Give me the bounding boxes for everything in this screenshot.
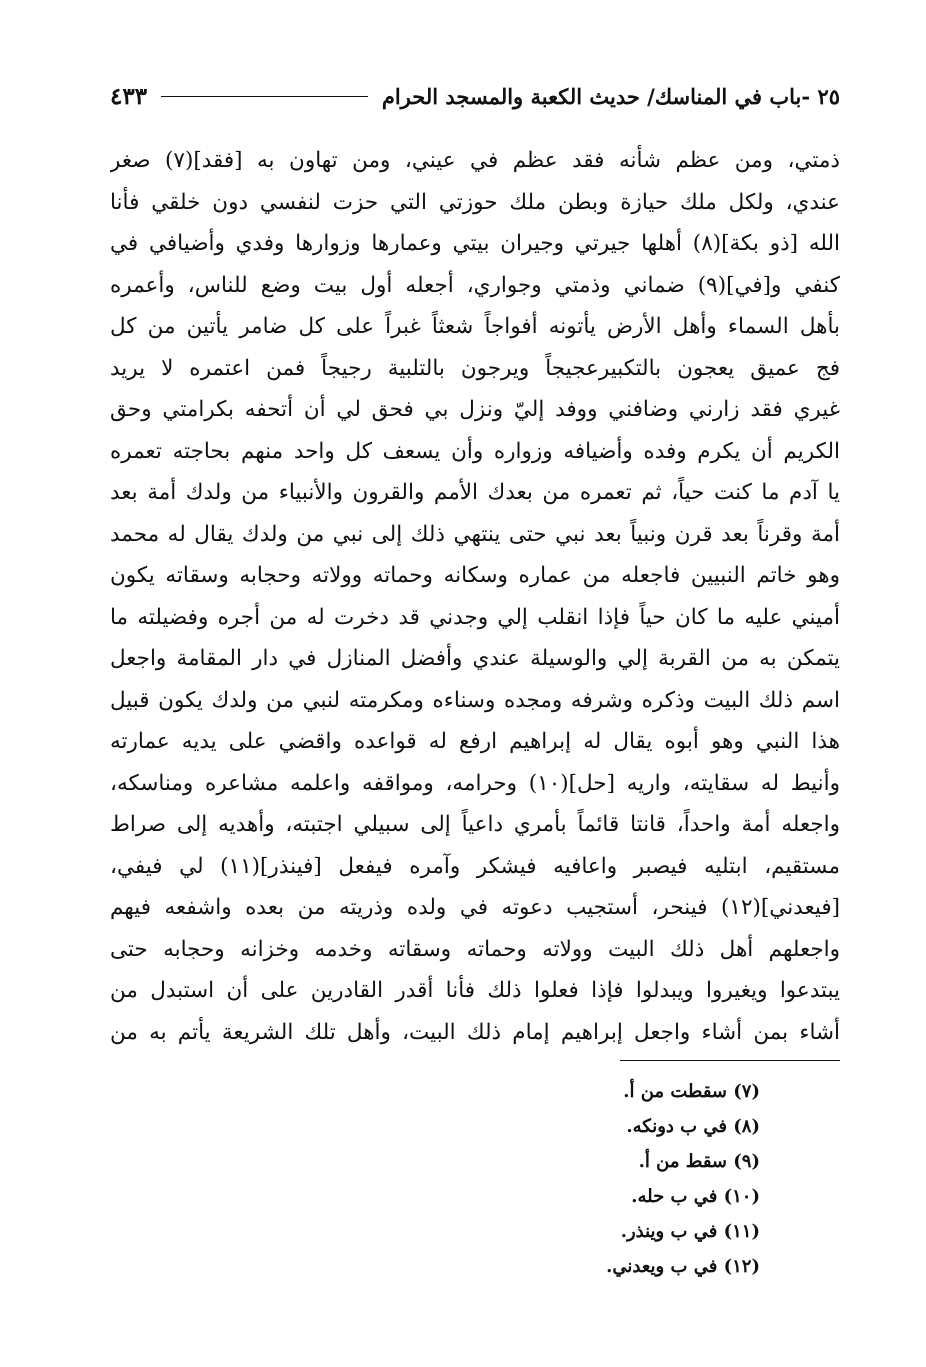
- text-line: واجعله أمة واحداً، قانتا قائماً بأمري داعياً إلى سبيلي اجتبته، وأهديه إلى صراط: [110, 812, 840, 837]
- text-line: أميني عليه ما كان حياً فإذا انقلب إلي وجدني قد دخرت له من أجره وفضيلته ما: [110, 604, 840, 630]
- text-line: يبتدعوا ويغيروا ويبدلوا فإذا فعلوا ذلك فأنا أقدر القادرين على أن استبدل من: [110, 978, 840, 1003]
- footnote: (١٠) في ب حله.: [631, 1186, 760, 1207]
- running-header: [110, 76, 840, 116]
- body-text: [110, 140, 840, 1053]
- footnotes: [500, 1074, 760, 1284]
- text-line: الله [ذو بكة](٨) أهلها جيرتي وجيران بيتي وعمارها وزوارها وفدي وأضيافي في: [110, 231, 840, 256]
- text-line: واجعلهم أهل ذلك البيت وولاته وحماته وسقاته وخدمه وخزانه وحجابه حتى: [110, 936, 840, 962]
- header-rule: [161, 96, 368, 97]
- text-line: وهو خاتم النبيين فاجعله من عماره وسكانه وحماته وولاته وحجابه وسقاته يكون: [110, 563, 840, 588]
- text-line: غيري فقد زارني وضافني ووفد إليّ ونزل بي فحق لي أن أتحفه بكرامتي وحق: [110, 397, 840, 422]
- text-line: أشاء بمن أشاء واجعل إبراهيم إمام ذلك البيت، وأهل تلك الشريعة يأتم به من: [110, 1019, 840, 1045]
- text-line: الكريم أن يكرم وفده وأضيافه وزواره وأن يسعف كل واحد منهم بحاجته تعمره: [110, 438, 840, 464]
- text-line: [فيعدني](١٢) فينحر، أستجيب دعوته في ولده وذريته من بعده واشفعه فيهم: [110, 895, 840, 920]
- footnote: (٩) سقط من أ.: [638, 1151, 760, 1172]
- footnote: (١٢) في ب ويعدني.: [606, 1256, 760, 1277]
- text-line: يا آدم ما كنت حياً، ثم تعمره من بعدك الأمم والقرون والأنبياء من ولدك أمة بعد: [110, 480, 840, 505]
- text-line: اسم ذلك البيت وذكره وشرفه ومجده وسناءه ومكرمته لنبي من ولدك يكون قبيل: [110, 687, 840, 713]
- text-line: كنفي و[في](٩) ضماني وذمتي وجواري، أجعله أول بيت وضع للناس، وأعمره: [110, 272, 840, 298]
- text-line: هذا النبي وهو أبوه يقال له إبراهيم ارفع له قواعده واقضي على يديه عمارته: [110, 729, 840, 754]
- footnote: (١١) في ب وينذر.: [620, 1221, 760, 1242]
- text-line: بأهل السماء وأهل الأرض يأتونه أفواجاً شعثاً غبراً على كل ضامر يأتين من كل: [110, 314, 840, 339]
- footnote-separator: [620, 1060, 840, 1061]
- text-line: عندي، ولكل ملك حيازة وبطن ملك حوزتي التي حزت لنفسي دون خلقي فأنا: [110, 189, 840, 215]
- text-line: فج عميق يعجون بالتكبيرعجيجاً ويرجون بالتلبية رجيجاً فمن اعتمره لا يريد: [110, 355, 840, 381]
- text-line: أمة وقرناً بعد قرن ونبياً بعد نبي حتى ينتهي ذلك إلى نبي من ولدك يقال له محمد: [110, 521, 840, 547]
- text-line: مستقيم، ابتليه فيصبر واعافيه فيشكر وآمره فيفعل [فينذر](١١) لي فيفي،: [110, 853, 840, 879]
- footnote: (٨) في ب دونكه.: [626, 1116, 760, 1137]
- text-line: ذمتي، ومن عظم شأنه فقد عظم في عيني، ومن تهاون به [فقد](٧) صغر: [110, 148, 840, 173]
- page-number: ٤٣٣: [110, 82, 148, 110]
- header-title: ٢٥ -باب في المناسك/ حديث الكعبة والمسجد الحرام: [381, 83, 840, 109]
- footnote: (٧) سقطت من أ.: [623, 1081, 760, 1102]
- text-line: يتمكن به من القربة إلي والوسيلة عندي وأفضل المنازل في دار المقامة واجعل: [110, 646, 840, 671]
- text-line: وأنيط له سقايته، واريه [حل](١٠) وحرامه، ومواقفه واعلمه مشاعره ومناسكه،: [110, 770, 840, 796]
